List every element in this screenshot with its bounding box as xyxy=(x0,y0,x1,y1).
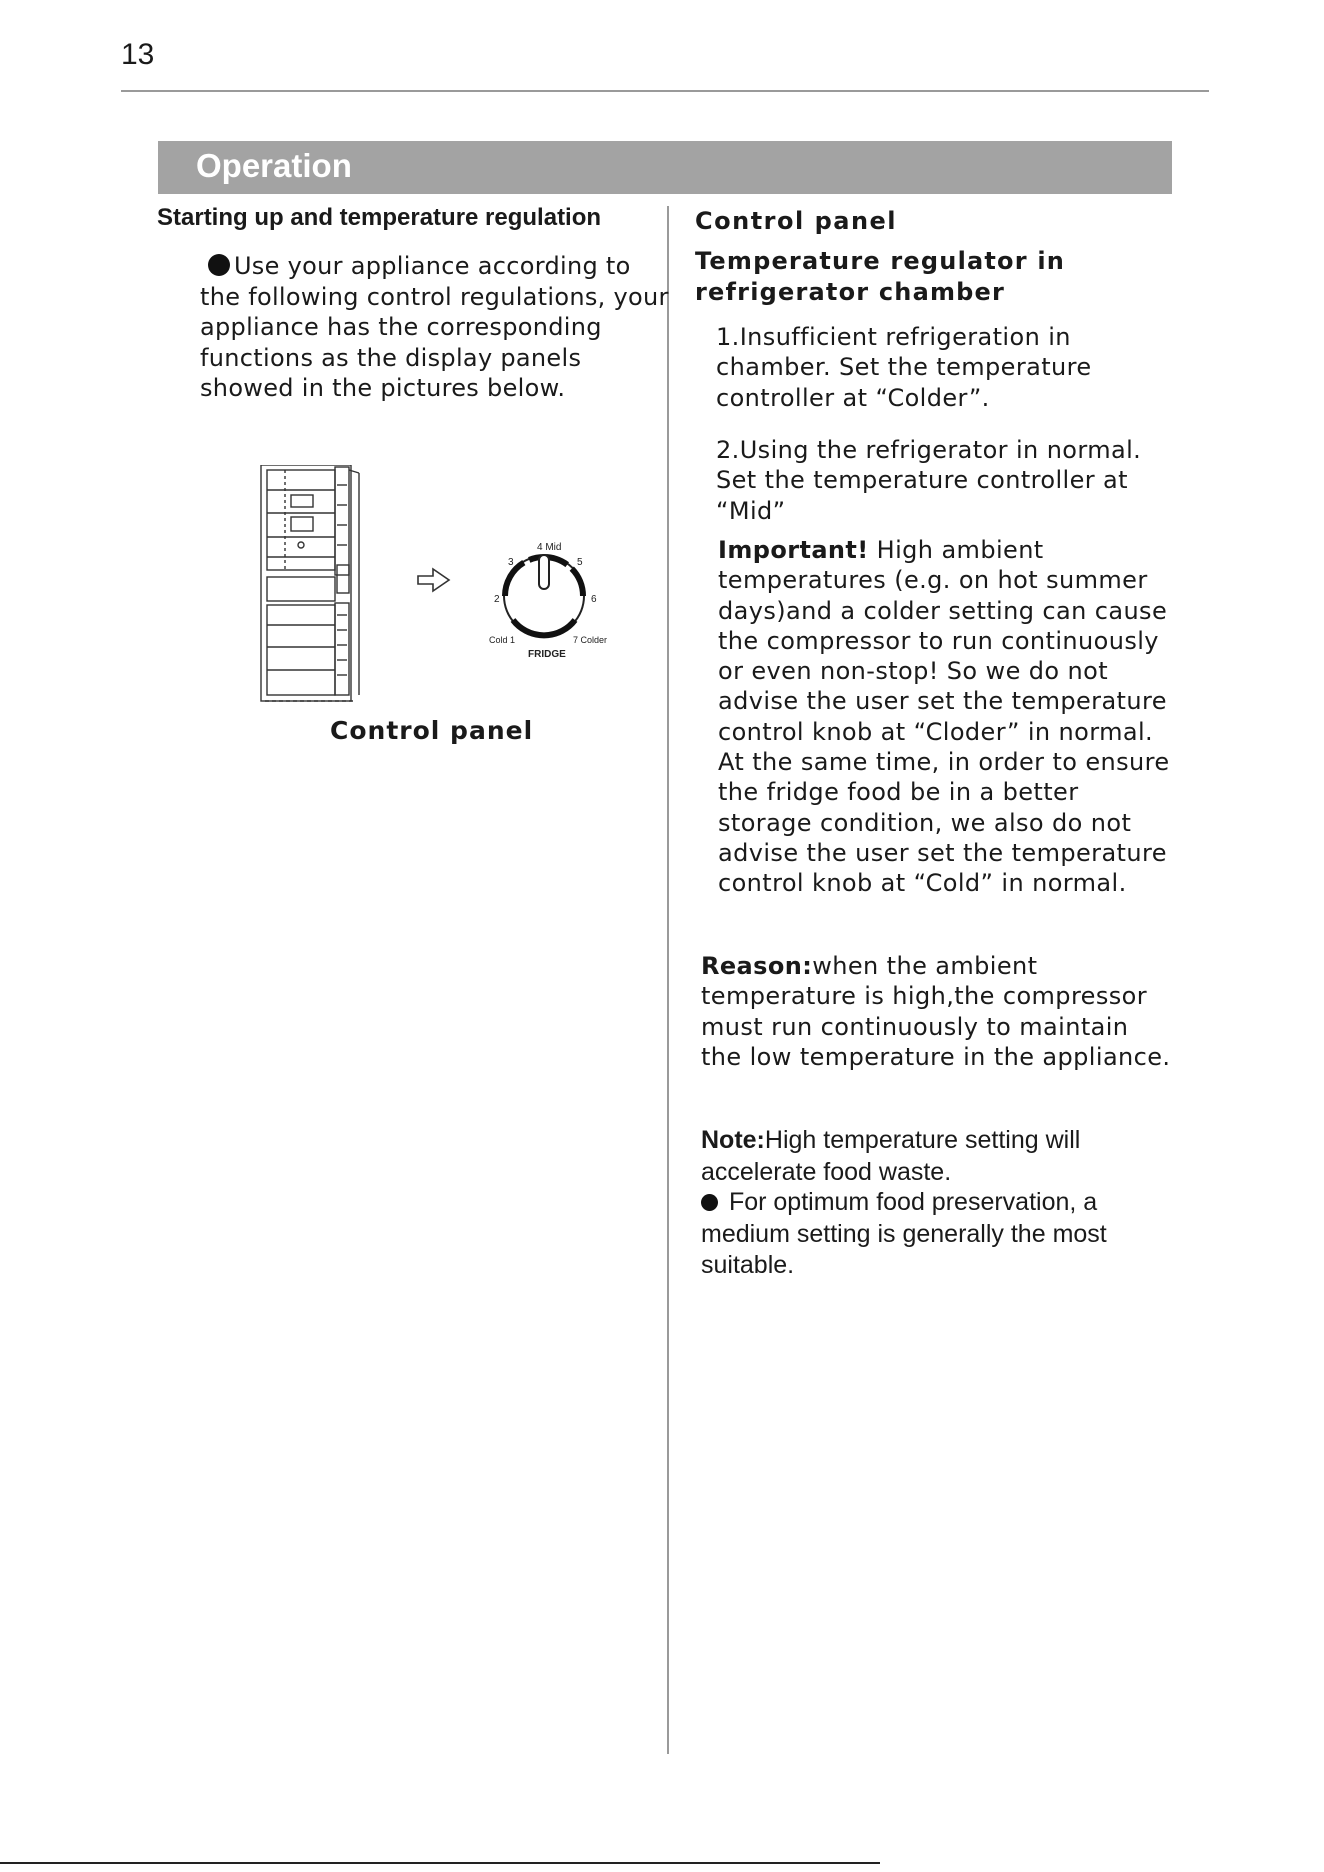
arrow-right-outline-icon xyxy=(418,569,449,591)
fridge-illustration xyxy=(261,465,359,701)
instruction-item-2: 2.Using the refrigerator in normal. Set the temperature controller at “Mid” xyxy=(716,436,1142,525)
header-rule xyxy=(121,90,1209,92)
bullet-icon xyxy=(701,1194,718,1211)
dial-label-fridge: FRIDGE xyxy=(528,649,566,660)
footer-rule xyxy=(0,1862,880,1864)
important-label: Important! xyxy=(718,536,869,564)
reason-text: when the ambient temperature is high,the compressor must run continuously to maintain the low temperature in the appliance. xyxy=(701,952,1171,1071)
dial-label-5: 5 xyxy=(577,557,583,568)
reason-paragraph xyxy=(701,951,1171,1072)
dial-label-mid: 4 Mid xyxy=(537,542,562,553)
page-number: 13 xyxy=(121,38,155,71)
temperature-dial-icon xyxy=(504,555,584,636)
dial-label-3: 3 xyxy=(508,557,514,568)
section-title-bar xyxy=(158,141,1172,194)
note-text: High temperature setting will accelerate food waste. xyxy=(701,1126,1081,1186)
important-text: High ambient temperatures (e.g. on hot summer days)and a colder setting can cause the compressor to run continuously or even non-stop! So we do not advise the user set the temperature control knob at “Cloder” in normal. At the same time, in order to ensure the fridge food be in a better storage condition, we also do not advise the user set the temperature control knob at “Cold” in normal. xyxy=(718,536,1170,898)
dial-label-colder: 7 Colder xyxy=(573,635,608,645)
figure-caption: Control panel xyxy=(330,716,534,745)
note-label: Note: xyxy=(701,1126,765,1154)
bullet-icon xyxy=(208,254,230,276)
section-title: Operation xyxy=(196,147,352,184)
dial-label-6: 6 xyxy=(591,594,597,605)
column-divider xyxy=(667,206,669,1754)
reason-label: Reason: xyxy=(701,952,813,980)
temperature-regulator-heading: Temperature regulator in refrigerator chamber xyxy=(695,247,1066,306)
dial-label-2: 2 xyxy=(494,594,500,605)
control-panel-figure xyxy=(255,465,635,710)
control-panel-heading: Control panel xyxy=(695,207,898,235)
tip-paragraph xyxy=(701,1187,1181,1282)
intro-paragraph xyxy=(200,251,670,404)
tip-text: For optimum food preservation, a medium setting is generally the most suitable. xyxy=(701,1188,1107,1279)
note-paragraph xyxy=(701,1125,1181,1188)
instruction-item-1: 1.Insufficient refrigeration in chamber. Set the temperature controller at “Colder”. xyxy=(716,323,1092,412)
important-paragraph xyxy=(718,535,1178,899)
starting-up-heading: Starting up and temperature regulation xyxy=(157,204,602,231)
dial-label-cold: Cold 1 xyxy=(489,635,516,645)
intro-text: Use your appliance according to the following control regulations, your appliance has the corresponding functions as the display panels showed in the pictures below. xyxy=(200,252,669,402)
